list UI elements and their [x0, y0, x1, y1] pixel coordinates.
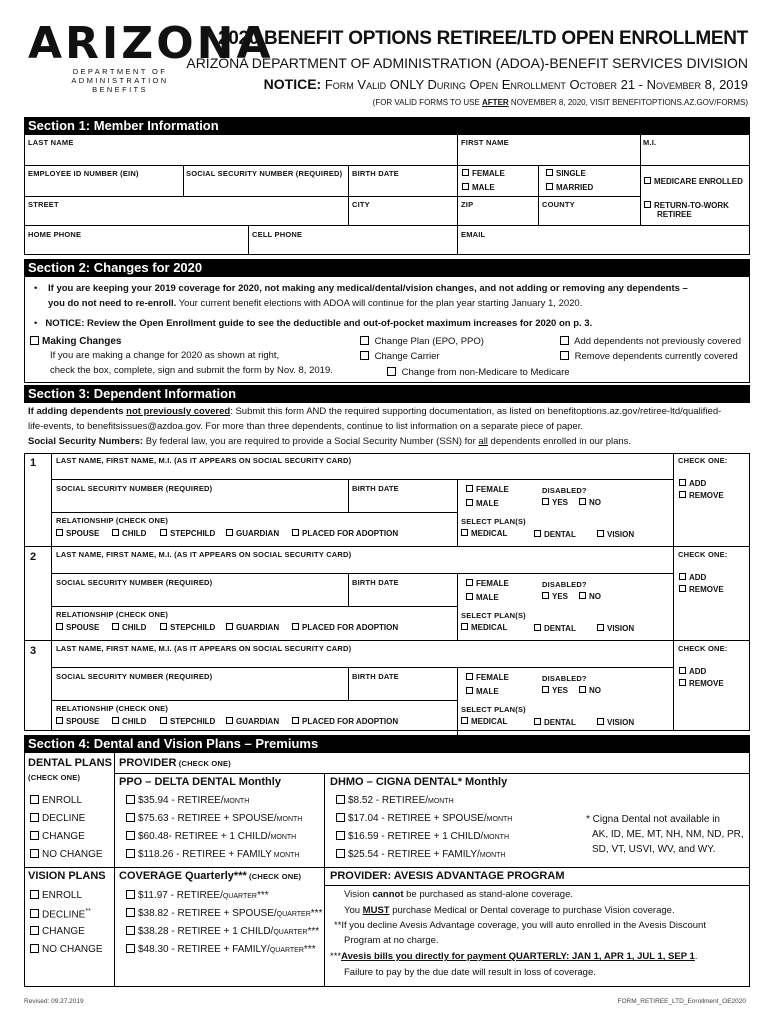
dependent-3-spouse-label: SPOUSE — [66, 717, 100, 726]
bullet-1-text-a: If you are keeping your 2019 coverage for 2020, not making any medical/dental/vision changes, and not adding or removing any dependents – — [48, 283, 688, 294]
avesis-note-1 — [344, 889, 573, 900]
dhmo-family-option[interactable] — [336, 849, 505, 860]
city-label: CITY — [352, 200, 370, 209]
forms-note-pre: (FOR VALID FORMS TO USE — [372, 98, 483, 107]
vision-family-unit: QUARTER — [269, 947, 304, 954]
mi-label: M.I. — [643, 138, 657, 147]
dependent-3-select-plans-label: SELECT PLAN(S) — [461, 705, 526, 714]
mi-field[interactable] — [642, 147, 748, 164]
dhmo-spouse-option[interactable] — [336, 813, 512, 824]
intro-1b: not previously covered — [126, 406, 231, 417]
dependent-1-adoption-option[interactable] — [292, 529, 398, 538]
dependent-3-disabled-no[interactable] — [579, 686, 601, 695]
dependent-1-disabled-yes[interactable] — [542, 498, 568, 507]
avesis-note-5 — [330, 951, 697, 962]
dependent-3-medical-label: MEDICAL — [471, 717, 508, 726]
ppo-retiree-option[interactable] — [126, 795, 249, 806]
dependent-2-child-label: CHILD — [122, 623, 147, 632]
coverage-label: COVERAGE Quarterly*** — [119, 870, 247, 882]
cigna-note-1: * Cigna Dental not available in — [586, 814, 720, 825]
vision-change-option[interactable] — [30, 926, 85, 937]
making-changes-label: Making Changes — [42, 336, 122, 347]
coverage-heading — [119, 870, 301, 882]
vision-family-option[interactable] — [126, 944, 316, 955]
dependent-1-spouse-label: SPOUSE — [66, 529, 100, 538]
dependent-1-vision-option[interactable] — [597, 530, 634, 539]
dependent-3-no-label: NO — [589, 686, 601, 695]
dependent-1-female-option[interactable] — [466, 485, 509, 494]
intro-1a: If adding dependents — [28, 406, 127, 417]
dependent-3-female-option[interactable] — [466, 673, 509, 682]
dependent-3-vision-label: VISION — [607, 718, 635, 727]
form-subtitle: ARIZONA DEPARTMENT OF ADMINISTRATION (ADOA)-BENEFIT SERVICES DIVISION — [186, 55, 748, 71]
county-label: COUNTY — [542, 200, 575, 209]
dependent-3-remove-label: REMOVE — [689, 679, 724, 688]
last-name-label: LAST NAME — [28, 138, 74, 147]
dependent-2-birth-label: BIRTH DATE — [352, 578, 399, 587]
dependent-3-number: 3 — [30, 645, 37, 657]
dental-check-one: (CHECK ONE) — [28, 773, 81, 782]
logo-sub-benefits: BENEFITS — [92, 85, 148, 94]
dhmo-child-label: $16.59 - RETIREE + 1 CHILD/ — [348, 831, 484, 842]
vision-plans-heading: VISION PLANS — [28, 870, 106, 882]
dependent-3-disabled-yes[interactable] — [542, 686, 568, 695]
section-2-bullet-2: • NOTICE: Review the Open Enrollment guide to see the deductible and out-of-pocket maximum increases for 2020 on p. 3. — [34, 318, 593, 329]
dependent-1-female-label: FEMALE — [476, 485, 509, 494]
dependent-2-dental-option[interactable] — [534, 624, 576, 633]
dental-nochange-option[interactable] — [30, 849, 103, 860]
intro-1c: : Submit this form AND the required supporting documentation, as listed on benefitoptions.az.gov/retiree-ltd/qualified- — [230, 406, 722, 417]
bullet-1-text-b: you do not need to re-enroll. — [48, 298, 177, 309]
vision-child-label: $38.28 - RETIREE + 1 CHILD/ — [138, 926, 274, 937]
home-phone-label: HOME PHONE — [28, 230, 82, 239]
rtw-label-1: RETURN-TO-WORK — [654, 201, 729, 210]
forms-note-post: NOVEMBER 8, 2020, VISIT BENEFITOPTIONS.AZ.GOV/FORMS) — [508, 98, 748, 107]
dependent-1-medical-label: MEDICAL — [471, 529, 508, 538]
ppo-family-label: $118.26 - RETIREE + FAMILY — [138, 849, 272, 860]
dependent-3-spouse-option[interactable] — [56, 717, 99, 726]
logo-subtitle — [30, 67, 210, 94]
medicare-enrolled-option[interactable] — [644, 177, 743, 186]
dependent-3-disabled-label: DISABLED? — [542, 674, 587, 683]
avesis-note-2a: You — [344, 905, 363, 916]
dependent-3-relationship-label: RELATIONSHIP (CHECK ONE) — [56, 704, 169, 713]
vision-enroll-label: ENROLL — [42, 890, 83, 901]
vision-family-stars: *** — [303, 944, 316, 955]
intro-3c: all — [478, 436, 488, 447]
dependent-3-male-option[interactable] — [466, 687, 499, 696]
avesis-note-1b: cannot — [372, 889, 404, 900]
vision-child-option[interactable] — [126, 926, 319, 937]
vision-child-stars: *** — [307, 926, 320, 937]
dependent-1-remove-label: REMOVE — [689, 491, 724, 500]
dental-nochange-label: NO CHANGE — [42, 849, 103, 860]
dependent-2-check-one: CHECK ONE: — [678, 550, 728, 559]
dependent-2-guardian-label: GUARDIAN — [236, 623, 280, 632]
dependent-2-adoption-label: PLACED FOR ADOPTION — [302, 623, 399, 632]
married-label: MARRIED — [556, 183, 594, 192]
vision-child-unit: QUARTER — [273, 929, 308, 936]
dependent-2-add-option[interactable] — [679, 573, 706, 582]
forms-link-note — [373, 98, 748, 107]
dependent-3-add-option[interactable] — [679, 667, 706, 676]
dependent-3-dental-option[interactable] — [534, 718, 576, 727]
ppo-spouse-option[interactable] — [126, 813, 302, 824]
dental-decline-label: DECLINE — [42, 813, 86, 824]
ppo-child-label: $60.48- RETIREE + 1 CHILD/ — [138, 831, 271, 842]
dependent-3-vision-option[interactable] — [597, 718, 634, 727]
dependent-3-child-option[interactable] — [112, 717, 146, 726]
dependent-1-vision-label: VISION — [607, 530, 635, 539]
dependent-3-add-label: ADD — [689, 667, 707, 676]
dependent-2-guardian-option[interactable] — [226, 623, 279, 632]
dental-plans-heading: DENTAL PLANS — [28, 757, 112, 769]
bullet-1-text-c: Your current benefit elections with ADOA will continue for the plan year starting January 1, 2020. — [176, 298, 583, 309]
intro-3b: By federal law, you are required to provide a Social Security Number (SSN) for — [143, 436, 479, 447]
remove-dependents-label: Remove dependents currently covered — [574, 351, 738, 362]
provider-check-one: (CHECK ONE) — [176, 759, 231, 768]
first-name-label: FIRST NAME — [461, 138, 509, 147]
dependent-2-ssn-label: SOCIAL SECURITY NUMBER (REQUIRED) — [56, 578, 213, 587]
remove-dependents-option[interactable] — [560, 351, 738, 362]
dhmo-spouse-label: $17.04 - RETIREE + SPOUSE/ — [348, 813, 487, 824]
dependent-1-guardian-option[interactable] — [226, 529, 279, 538]
ppo-heading: PPO – DELTA DENTAL Monthly — [119, 776, 281, 788]
vision-spouse-label: $38.82 - RETIREE + SPOUSE/ — [138, 908, 277, 919]
arizona-logo: ARIZONA — [28, 18, 274, 69]
dependent-2-yes-label: YES — [552, 592, 569, 601]
vision-decline-option[interactable] — [30, 908, 91, 920]
gender-male-option[interactable] — [462, 183, 495, 192]
dependent-1-adoption-label: PLACED FOR ADOPTION — [302, 529, 399, 538]
dhmo-retiree-option[interactable] — [336, 795, 454, 806]
vision-family-label: $48.30 - RETIREE + FAMILY/ — [138, 944, 270, 955]
vision-change-label: CHANGE — [42, 926, 85, 937]
ppo-retiree-label: $35.94 - RETIREE/ — [138, 795, 224, 806]
dependent-1-remove-option[interactable] — [679, 491, 724, 500]
status-single-option[interactable] — [546, 169, 586, 178]
making-changes-desc-1: If you are making a change for 2020 as shown at right, — [50, 350, 280, 361]
avesis-note-2c: purchase Medical or Dental coverage to purchase Vision coverage. — [389, 905, 675, 916]
dhmo-family-unit: MONTH — [479, 852, 506, 859]
avesis-note-4: Program at no charge. — [344, 935, 439, 946]
dependent-3-dental-label: DENTAL — [544, 718, 576, 727]
vision-decline-label: DECLINE — [42, 909, 86, 921]
section-1-header: Section 1: Member Information — [24, 117, 750, 135]
dependent-2-medical-label: MEDICAL — [471, 623, 508, 632]
intro-3a: Social Security Numbers: — [28, 436, 144, 447]
dependent-1-add-label: ADD — [689, 479, 707, 488]
dependent-2-relationship-label: RELATIONSHIP (CHECK ONE) — [56, 610, 169, 619]
dependent-2-no-label: NO — [589, 592, 601, 601]
dependent-3-remove-option[interactable] — [679, 679, 724, 688]
section-3-intro-3 — [28, 436, 631, 447]
making-changes-option[interactable] — [30, 336, 121, 347]
bullet-2-label: NOTICE: — [45, 318, 85, 329]
form-id: FORM_RETIREE_LTD_Enrollment_OE2020 — [617, 998, 746, 1005]
dependent-2-child-option[interactable] — [112, 623, 146, 632]
dhmo-heading: DHMO – CIGNA DENTAL* Monthly — [330, 776, 508, 788]
dependent-3-guardian-option[interactable] — [226, 717, 279, 726]
dependent-2-stepchild-option[interactable] — [160, 623, 215, 632]
gender-female-option[interactable] — [462, 169, 505, 178]
cigna-note-3: SD, VT, USVI, WV, and WY. — [592, 844, 716, 855]
first-name-field[interactable] — [459, 147, 639, 164]
dependent-2-male-label: MALE — [476, 593, 499, 602]
dependent-2-medical-option[interactable] — [461, 623, 507, 632]
change-carrier-label: Change Carrier — [374, 351, 440, 362]
vision-nochange-label: NO CHANGE — [42, 944, 103, 955]
dependent-3-stepchild-option[interactable] — [160, 717, 215, 726]
ssn-label: SOCIAL SECURITY NUMBER (REQUIRED) — [186, 169, 343, 178]
avesis-note-1a: Vision — [344, 889, 373, 900]
bullet-2-text: Review the Open Enrollment guide to see the deductible and out-of-pocket maximum increases for 2020 on p. 3. — [84, 318, 593, 329]
dependent-1-male-label: MALE — [476, 499, 499, 508]
vision-retiree-option[interactable] — [126, 890, 269, 901]
dependent-2-disabled-no[interactable] — [579, 592, 601, 601]
birth-date-label: BIRTH DATE — [352, 169, 399, 178]
dependent-1-dental-option[interactable] — [534, 530, 576, 539]
vision-spouse-option[interactable] — [126, 908, 322, 919]
dependent-2-disabled-label: DISABLED? — [542, 580, 587, 589]
ppo-child-option[interactable] — [126, 831, 296, 842]
dependent-1-add-option[interactable] — [679, 479, 706, 488]
dependent-2-dental-label: DENTAL — [544, 624, 576, 633]
dependent-1-no-label: NO — [589, 498, 601, 507]
vision-decline-sup: ** — [85, 908, 91, 915]
change-medicare-label: Change from non-Medicare to Medicare — [401, 367, 570, 378]
dental-change-option[interactable] — [30, 831, 85, 842]
dependent-2-select-plans-label: SELECT PLAN(S) — [461, 611, 526, 620]
dependent-3-yes-label: YES — [552, 686, 569, 695]
rtw-label-2: RETIREE — [657, 210, 692, 219]
dependent-2-adoption-option[interactable] — [292, 623, 398, 632]
dependent-3-stepchild-label: STEPCHILD — [170, 717, 216, 726]
ppo-spouse-unit: MONTH — [276, 816, 303, 823]
vision-retiree-unit: QUARTER — [222, 893, 257, 900]
notice-text: Form Valid ONLY During Open Enrollment October 21 - November 8, 2019 — [324, 77, 748, 92]
vision-spouse-stars: *** — [310, 908, 323, 919]
dependent-2-stepchild-label: STEPCHILD — [170, 623, 216, 632]
section-3-header: Section 3: Dependent Information — [24, 385, 750, 403]
dependent-2-vision-label: VISION — [607, 624, 635, 633]
dependent-2-remove-option[interactable] — [679, 585, 724, 594]
avesis-heading: PROVIDER: AVESIS ADVANTAGE PROGRAM — [330, 870, 565, 882]
dependent-1-birth-label: BIRTH DATE — [352, 484, 399, 493]
dependent-1-child-option[interactable] — [112, 529, 146, 538]
section-2-header: Section 2: Changes for 2020 — [24, 259, 750, 277]
dependent-2-spouse-option[interactable] — [56, 623, 99, 632]
ppo-family-unit: MONTH — [271, 852, 300, 859]
avesis-note-2 — [344, 905, 675, 916]
dependent-1-guardian-label: GUARDIAN — [236, 529, 280, 538]
last-name-field[interactable] — [26, 147, 456, 164]
provider-heading — [119, 757, 231, 769]
provider-label: PROVIDER — [119, 757, 177, 769]
dependent-1-yes-label: YES — [552, 498, 569, 507]
dependent-3-adoption-option[interactable] — [292, 717, 398, 726]
male-label: MALE — [472, 183, 495, 192]
dhmo-child-option[interactable] — [336, 831, 509, 842]
dental-enroll-option[interactable] — [30, 795, 82, 806]
dependent-3-child-label: CHILD — [122, 717, 147, 726]
change-plan-label: Change Plan (EPO, PPO) — [374, 336, 484, 347]
dental-change-label: CHANGE — [42, 831, 85, 842]
vision-retiree-stars: *** — [256, 890, 269, 901]
dependent-1-number: 1 — [30, 457, 37, 469]
single-label: SINGLE — [556, 169, 586, 178]
dependent-3-name-label: LAST NAME, FIRST NAME, M.I. (AS IT APPEARS ON SOCIAL SECURITY CARD) — [56, 644, 352, 653]
dependent-2-spouse-label: SPOUSE — [66, 623, 100, 632]
dependent-1-spouse-option[interactable] — [56, 529, 99, 538]
dental-decline-option[interactable] — [30, 813, 85, 824]
section-4-header: Section 4: Dental and Vision Plans – Premiums — [24, 735, 750, 753]
dhmo-retiree-unit: MONTH — [428, 798, 454, 805]
dependent-1-medical-option[interactable] — [461, 529, 507, 538]
logo-sub-department: DEPARTMENT OF ADMINISTRATION — [71, 67, 169, 85]
dhmo-retiree-label: $8.52 - RETIREE/ — [348, 795, 429, 806]
ppo-retiree-unit: MONTH — [223, 798, 250, 805]
dependent-1-name-label: LAST NAME, FIRST NAME, M.I. (AS IT APPEARS ON SOCIAL SECURITY CARD) — [56, 456, 352, 465]
dependent-1-select-plans-label: SELECT PLAN(S) — [461, 517, 526, 526]
section-3-intro-1 — [28, 406, 721, 417]
avesis-note-1c: be purchased as stand-alone coverage. — [403, 889, 574, 900]
ppo-child-unit: MONTH — [270, 834, 297, 841]
vision-retiree-label: $11.97 - RETIREE/ — [138, 890, 223, 901]
avesis-note-2b: MUST — [362, 905, 390, 916]
dependent-3-medical-option[interactable] — [461, 717, 507, 726]
medicare-label: MEDICARE ENROLLED — [654, 177, 743, 186]
dependent-3-male-label: MALE — [476, 687, 499, 696]
dependent-1-disabled-no[interactable] — [579, 498, 601, 507]
dependent-2-female-label: FEMALE — [476, 579, 509, 588]
change-carrier-option[interactable] — [360, 351, 440, 362]
notice-label: NOTICE: — [263, 76, 322, 92]
dependent-3-guardian-label: GUARDIAN — [236, 717, 280, 726]
dependent-2-male-option[interactable] — [466, 593, 499, 602]
dependent-3-adoption-label: PLACED FOR ADOPTION — [302, 717, 399, 726]
dependent-3-check-one: CHECK ONE: — [678, 644, 728, 653]
avesis-note-5c: . — [694, 951, 698, 962]
dependent-1-check-one: CHECK ONE: — [678, 456, 728, 465]
avesis-note-5a: *** — [330, 951, 342, 962]
dependent-2-female-option[interactable] — [466, 579, 509, 588]
dependent-2-remove-label: REMOVE — [689, 585, 724, 594]
zip-label: ZIP — [461, 200, 474, 209]
dependent-1-disabled-label: DISABLED? — [542, 486, 587, 495]
dependent-1-stepchild-label: STEPCHILD — [170, 529, 216, 538]
change-plan-option[interactable] — [360, 336, 484, 347]
vision-enroll-option[interactable] — [30, 890, 82, 901]
section-2-bullet-1: • If you are keeping your 2019 coverage for 2020, not making any medical/dental/vision changes, and not adding or removing any dependents – you do not need to re-enroll. Your current benefit elections with ADOA will continue for the plan year starting January 1, 2020. — [34, 283, 688, 309]
dependent-1-male-option[interactable] — [466, 499, 499, 508]
vision-nochange-option[interactable] — [30, 944, 103, 955]
revised-date: Revised: 09.27.2019 — [24, 998, 84, 1005]
dependent-2-disabled-yes[interactable] — [542, 592, 568, 601]
avesis-note-5b: Avesis bills you directly for payment QUARTERLY: JAN 1, APR 1, JUL 1, SEP 1 — [341, 951, 695, 962]
dependent-3-birth-label: BIRTH DATE — [352, 672, 399, 681]
status-married-option[interactable] — [546, 183, 593, 192]
section-3-intro-2: life-events, to benefitsissues@azdoa.gov. For more than three dependents, continue to list information on a separate piece of paper. — [28, 421, 583, 432]
vision-spouse-unit: QUARTER — [276, 911, 311, 918]
cigna-note — [586, 812, 744, 857]
email-label: EMAIL — [461, 230, 486, 239]
avesis-note-6: Failure to pay by the due date will result in loss of coverage. — [344, 967, 596, 978]
dependent-1-dental-label: DENTAL — [544, 530, 576, 539]
forms-note-after: AFTER — [482, 98, 509, 107]
form-title: 2020 BENEFIT OPTIONS RETIREE/LTD OPEN ENROLLMENT — [218, 28, 748, 49]
street-label: STREET — [28, 200, 59, 209]
dependent-2-number: 2 — [30, 551, 37, 563]
dependent-1-stepchild-option[interactable] — [160, 529, 215, 538]
dependent-1-relationship-label: RELATIONSHIP (CHECK ONE) — [56, 516, 169, 525]
ppo-family-option[interactable] — [126, 849, 299, 860]
dental-enroll-label: ENROLL — [42, 795, 83, 806]
dhmo-family-label: $25.54 - RETIREE + FAMILY/ — [348, 849, 480, 860]
add-dependents-option[interactable] — [560, 336, 741, 347]
form-notice — [264, 76, 748, 92]
dependent-2-vision-option[interactable] — [597, 624, 634, 633]
avesis-note-3: **If you decline Avesis Advantage coverage, you will auto enrolled in the Avesis Discount — [334, 920, 706, 931]
add-dependents-label: Add dependents not previously covered — [574, 336, 742, 347]
dhmo-spouse-unit: MONTH — [486, 816, 513, 823]
dependent-1-child-label: CHILD — [122, 529, 147, 538]
cell-phone-label: CELL PHONE — [252, 230, 303, 239]
dependent-3-ssn-label: SOCIAL SECURITY NUMBER (REQUIRED) — [56, 672, 213, 681]
coverage-check-one: (CHECK ONE) — [246, 872, 302, 881]
ein-label: EMPLOYEE ID NUMBER (EIN) — [28, 169, 139, 178]
dependent-3-female-label: FEMALE — [476, 673, 509, 682]
return-to-work-retiree-option[interactable] — [644, 201, 729, 219]
ppo-spouse-label: $75.63 - RETIREE + SPOUSE/ — [138, 813, 277, 824]
dependent-2-name-label: LAST NAME, FIRST NAME, M.I. (AS IT APPEARS ON SOCIAL SECURITY CARD) — [56, 550, 352, 559]
dependent-2-add-label: ADD — [689, 573, 707, 582]
making-changes-desc-2: check the box, complete, sign and submit the form by Nov. 8, 2019. — [50, 365, 333, 376]
change-medicare-option[interactable] — [387, 367, 570, 378]
intro-3d: dependents enrolled in our plans. — [487, 436, 632, 447]
cigna-note-2: AK, ID, ME, MT, NH, NM, ND, PR, — [592, 829, 744, 840]
female-label: FEMALE — [472, 169, 505, 178]
dhmo-child-unit: MONTH — [483, 834, 510, 841]
dependent-1-ssn-label: SOCIAL SECURITY NUMBER (REQUIRED) — [56, 484, 213, 493]
